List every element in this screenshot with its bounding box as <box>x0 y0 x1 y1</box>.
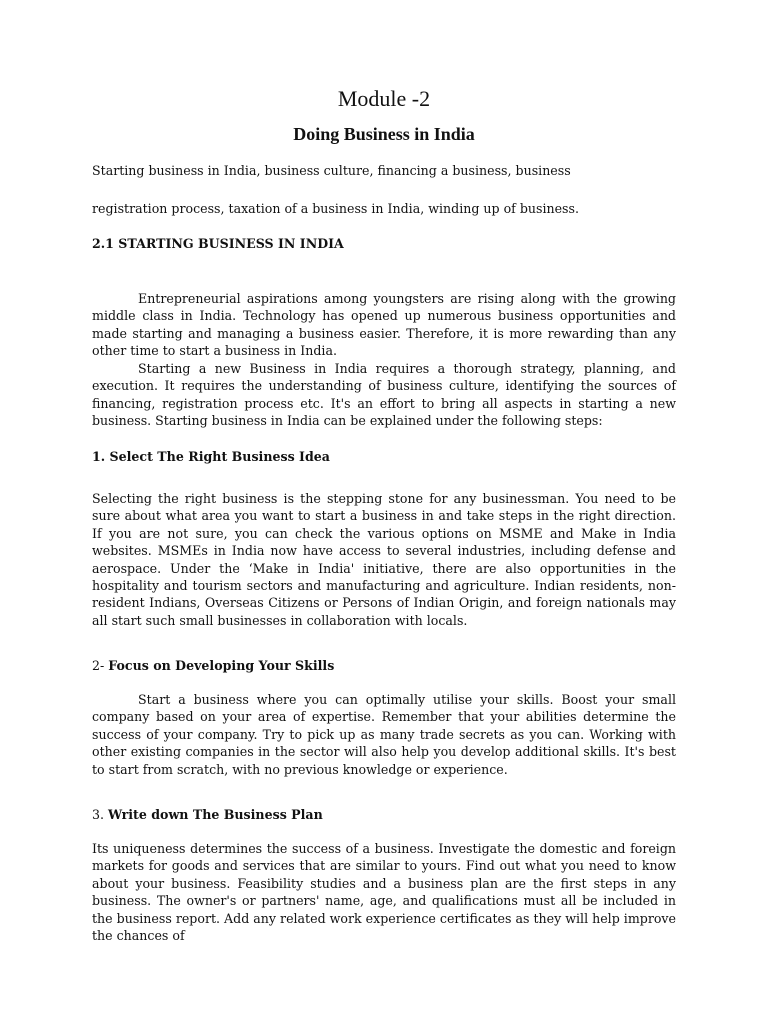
step3-title: Write down The Business Plan <box>108 807 323 822</box>
paragraph-starting: Starting a new Business in India requires a thorough strategy, planning, and execution. It requires the understanding of business culture, identifying the sources of financing, registration process etc. It's an effort to bring all aspects in starting a new business. Starting business in India can be explained under the following steps: <box>92 361 676 429</box>
intro-line-1: Starting business in India, business culture, financing a business, business <box>92 163 571 178</box>
step2-paragraph: Start a business where you can optimally utilise your skills. Boost your small company based on your area of expertise. Remember that your abilities determine the success of your company. Try to pick up as many trade secrets as you can. Working with other existing companies in the sector will also help you develop additional skills. It's best to start from scratch, with no previous knowledge or experience. <box>92 692 676 777</box>
step1-paragraph: Selecting the right business is the stepping stone for any businessman. You need to be sure about what area you want to start a business in and take steps in the right direction. If you are not sure, you can check the various options on MSME and Make in India websites. MSMEs in India now have access to several industries, including defense and aerospace. Under the ‘Make in India' initiative, there are also opportunities in the hospitality and tourism sectors and manufacturing and agriculture. Indian residents, non-resident Indians, Overseas Citizens or Persons of Indian Origin, and foreign nationals may all start such small businesses in collaboration with locals. <box>92 491 676 628</box>
step3-paragraph: Its uniqueness determines the success of a business. Investigate the domestic and foreign markets for goods and services that are similar to yours. Find out what you need to know about your business. Feasibility studies and a business plan are the first steps in any business. The owner's or partners' name, age, and qualifications must all be included in the business report. Add any related work experience certificates as they will help improve the chances of <box>92 841 676 944</box>
step1-heading: 1. Select The Right Business Idea <box>92 449 330 464</box>
paragraph-entrepreneurial: Entrepreneurial aspirations among youngsters are rising along with the growing middle class in India. Technology has opened up numerous business opportunities and made starting and managing a business easier. Therefore, it is more rewarding than any other time to start a business in India. <box>92 291 676 359</box>
module-title: Module -2 <box>337 86 431 111</box>
step3-heading <box>92 807 323 822</box>
section-heading: 2.1 STARTING BUSINESS IN INDIA <box>92 236 344 251</box>
document-title: Doing Business in India <box>293 124 475 144</box>
step3-number: 3. <box>92 807 109 822</box>
step2-number: 2- <box>92 658 109 673</box>
intro-line-2: registration process, taxation of a business in India, winding up of business. <box>92 201 579 216</box>
step2-title: Focus on Developing Your Skills <box>108 658 335 673</box>
step2-heading <box>92 658 334 673</box>
